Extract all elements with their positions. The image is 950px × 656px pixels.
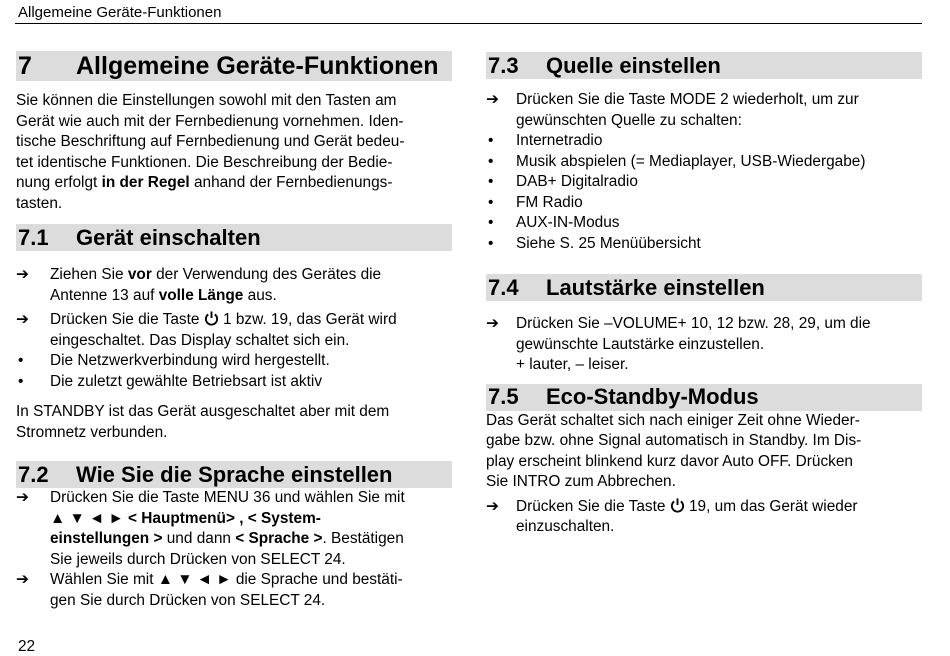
section-number: 7 <box>18 51 32 80</box>
section-number: 7.4 <box>488 274 519 300</box>
section-7-5-heading <box>486 384 922 411</box>
bullet-item: • Siehe S. 25 Menüübersicht <box>486 234 922 255</box>
section-title: Wie Sie die Sprache einstellen <box>76 461 393 487</box>
paragraph-line: gabe bzw. ohne Signal automatisch in Standby. Im Dis- <box>486 432 862 449</box>
arrow-icon: ➔ <box>16 311 29 328</box>
bullet-icon: • <box>488 152 494 170</box>
bullet-item: • Musik abspielen (= Mediaplayer, USB-Wiedergabe) <box>486 152 922 173</box>
bullet-icon: • <box>488 234 494 252</box>
instruction-item: ➔ Ziehen Sie vor der Verwendung des Gerätes die Antenne 13 auf volle Länge aus. <box>16 265 452 306</box>
source-list <box>486 131 922 254</box>
right-column <box>486 52 922 538</box>
running-header: Allgemeine Geräte-Funktionen <box>18 4 222 21</box>
bullet-icon: • <box>488 132 494 149</box>
left-column <box>16 51 452 611</box>
paragraph-line: Das Gerät schaltet sich nach einiger Zeit ohne Wieder- <box>486 411 860 429</box>
bullet-icon: • <box>488 214 494 231</box>
arrow-icon: ➔ <box>486 91 499 108</box>
section-number: 7.2 <box>18 461 49 487</box>
paragraph-line: tet identische Funktionen. Die Beschreibung der Bedie- <box>16 153 393 171</box>
power-icon <box>204 310 219 326</box>
section-title: Eco-Standby-Modus <box>546 384 759 409</box>
paragraph-line: nung erfolgt in der Regel anhand der Fernbedienungs- <box>16 174 393 191</box>
bullet-item: • DAB+ Digitalradio <box>486 172 922 193</box>
arrow-icon: ➔ <box>486 315 499 332</box>
section-title: Gerät einschalten <box>76 224 261 250</box>
instruction-item: ➔ Drücken Sie die Taste MODE 2 wiederholt, um zur gewünschten Quelle zu schalten: <box>486 90 922 131</box>
paragraph-line: tische Beschriftung auf Fernbedienung und Gerät bedeu- <box>16 133 405 150</box>
power-icon <box>670 497 685 513</box>
section-7-heading <box>16 51 452 81</box>
instruction-item: ➔ Drücken Sie die Taste 1 bzw. 19, das Gerät wird eingeschaltet. Das Display schaltet sich ein. <box>16 310 452 351</box>
paragraph-line: In STANDBY ist das Gerät ausgeschaltet aber mit dem <box>16 403 390 420</box>
instruction-item: ➔ Wählen Sie mit ▲ ▼ ◄ ► die Sprache und bestäti- gen Sie durch Drücken von SELECT 24. <box>16 570 452 611</box>
section-7-4-heading <box>486 274 922 301</box>
section-number: 7.5 <box>488 384 519 409</box>
page-number: 22 <box>18 638 36 655</box>
section-7-3-heading <box>486 52 922 79</box>
paragraph-line: Stromnetz verbunden. <box>16 423 168 441</box>
section-title: Lautstärke einstellen <box>546 274 765 300</box>
section-7-1-heading <box>16 224 452 251</box>
instruction-item: ➔ Drücken Sie die Taste MENU 36 und wählen Sie mit ▲ ▼ ◄ ► < Hauptmenü> , < System- einstellungen > und dann < Sprache >. Bestätigen Sie jeweils durch Drücken von SELECT 24. <box>16 488 452 570</box>
bullet-item: • AUX-IN-Modus <box>486 213 922 234</box>
section-title: Quelle einstellen <box>546 52 721 78</box>
arrow-icon: ➔ <box>16 489 29 506</box>
paragraph-line: Gerät wie auch mit der Fernbedienung vornehmen. Iden- <box>16 112 404 130</box>
instruction-item: ➔ Drücken Sie die Taste 19, um das Gerät wieder einzuschalten. <box>486 497 922 538</box>
section-7-2-heading <box>16 461 452 488</box>
bullet-item: • Die zuletzt gewählte Betriebsart ist aktiv <box>16 372 452 393</box>
arrow-icon: ➔ <box>16 266 29 283</box>
bullet-item: • Die Netzwerkverbindung wird hergestellt. <box>16 351 452 372</box>
bullet-icon: • <box>18 372 24 390</box>
bullet-icon: • <box>488 173 494 190</box>
paragraph-line: play erscheint blinkend kurz davor Auto OFF. Drücken <box>486 452 853 470</box>
bullet-icon: • <box>18 352 24 369</box>
arrow-icon: ➔ <box>16 571 29 588</box>
header-rule <box>15 23 922 24</box>
section-number: 7.1 <box>18 224 49 250</box>
instruction-item: ➔ Drücken Sie –VOLUME+ 10, 12 bzw. 28, 29, um die gewünschte Lautstärke einzustellen. + lauter, – leiser. <box>486 314 922 376</box>
bullet-item: • FM Radio <box>486 193 922 214</box>
paragraph-line: Sie INTRO zum Abbrechen. <box>486 473 676 490</box>
paragraph-line: tasten. <box>16 194 63 212</box>
arrow-icon: ➔ <box>486 497 499 515</box>
bullet-icon: • <box>488 193 494 211</box>
bullet-item: • Internetradio <box>486 131 922 152</box>
section-number: 7.3 <box>488 52 519 78</box>
paragraph-line: Sie können die Einstellungen sowohl mit den Tasten am <box>16 92 397 109</box>
section-title: Allgemeine Geräte-Funktionen <box>76 51 439 80</box>
